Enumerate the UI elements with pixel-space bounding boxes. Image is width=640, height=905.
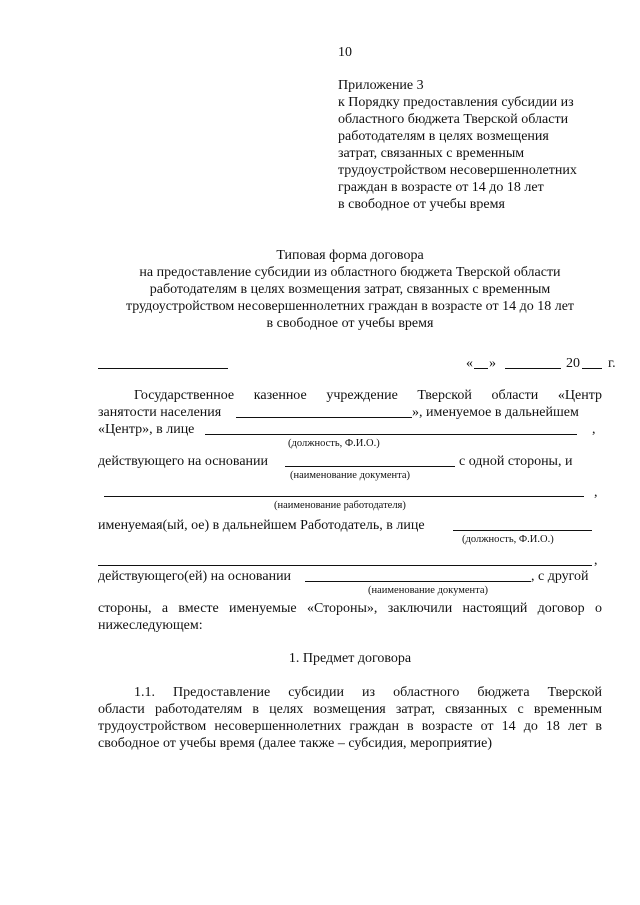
center-basis-document-blank[interactable] — [285, 466, 455, 467]
appendix-line: работодателям в целях возмещения — [338, 129, 549, 144]
p2-line: нижеследующем: — [98, 618, 203, 633]
section-heading: 1. Предмет договора — [288, 651, 412, 666]
day-blank[interactable] — [474, 368, 488, 369]
p2-line: , с другой — [531, 569, 589, 584]
place-blank[interactable] — [98, 368, 228, 369]
section-paragraph-line: области работодателям в целях возмещения затрат, связанных с временным — [98, 702, 602, 717]
title-line: Типовая форма договора — [276, 248, 424, 263]
section-paragraph-line: 1.1. Предоставление субсидии из областного бюджета Тверской — [134, 685, 602, 700]
employer-representative-blank-2[interactable] — [98, 565, 592, 566]
p2-line: стороны, а вместе именуемые «Стороны», заключили настоящий договор о — [98, 601, 602, 616]
appendix-line: граждан в возрасте от 14 до 18 лет — [338, 180, 544, 195]
appendix-line: затрат, связанных с временным — [338, 146, 525, 161]
title-line: на предоставление субсидии из областного бюджета Тверской области — [139, 265, 561, 280]
date-quote-close: » — [489, 356, 496, 371]
blank-line-end: , — [594, 553, 598, 568]
p1-line: Государственное казенное учреждение Тверской области «Центр — [134, 388, 602, 403]
caption-position-name-2: (должность, Ф.И.О.) — [462, 534, 554, 545]
caption-document-name: (наименование документа) — [290, 470, 411, 481]
year-prefix: 20 — [566, 356, 580, 371]
month-blank[interactable] — [505, 368, 561, 369]
p1-line: «Центр», в лице — [98, 422, 195, 437]
appendix-line: областного бюджета Тверской области — [338, 112, 569, 127]
employer-basis-document-blank[interactable] — [305, 581, 531, 582]
p1-line: действующего на основании — [98, 454, 269, 469]
employer-line-end: , — [594, 485, 598, 500]
caption-employer-name: (наименование работодателя) — [274, 500, 406, 511]
year-blank[interactable] — [582, 368, 602, 369]
center-name-blank[interactable] — [236, 417, 412, 418]
caption-position-name: (должность, Ф.И.О.) — [288, 438, 380, 449]
p1-line: с одной стороны, и — [459, 454, 573, 469]
appendix-line: Приложение 3 — [338, 78, 424, 93]
appendix-line: в свободное от учебы время — [338, 197, 505, 212]
date-quote-open: « — [466, 356, 473, 371]
center-representative-blank[interactable] — [205, 434, 577, 435]
employer-representative-blank[interactable] — [453, 530, 592, 531]
p1-line: », именуемое в дальнейшем — [412, 405, 579, 420]
caption-document-name-2: (наименование документа) — [368, 585, 489, 596]
p1-line: занятости населения — [98, 405, 222, 420]
section-paragraph-line: свободное от учебы время (далее также – субсидия, мероприятие) — [98, 736, 493, 751]
page-number: 10 — [338, 45, 352, 60]
title-line: в свободное от учебы время — [266, 316, 434, 331]
year-suffix: г. — [608, 356, 616, 371]
appendix-line: к Порядку предоставления субсидии из — [338, 95, 574, 110]
employer-name-blank[interactable] — [104, 496, 584, 497]
title-line: работодателям в целях возмещения затрат, связанных с временным — [149, 282, 551, 297]
p1-line: , — [592, 422, 596, 437]
title-line: трудоустройством несовершеннолетних граждан в возрасте от 14 до 18 лет — [125, 299, 575, 314]
appendix-line: трудоустройством несовершеннолетних — [338, 163, 577, 178]
section-paragraph-line: трудоустройством несовершеннолетних граждан в возрасте от 14 до 18 лет в — [98, 719, 602, 734]
p2-line: действующего(ей) на основании — [98, 569, 292, 584]
p2-line: именуемая(ый, ое) в дальнейшем Работодатель, в лице — [98, 518, 425, 533]
